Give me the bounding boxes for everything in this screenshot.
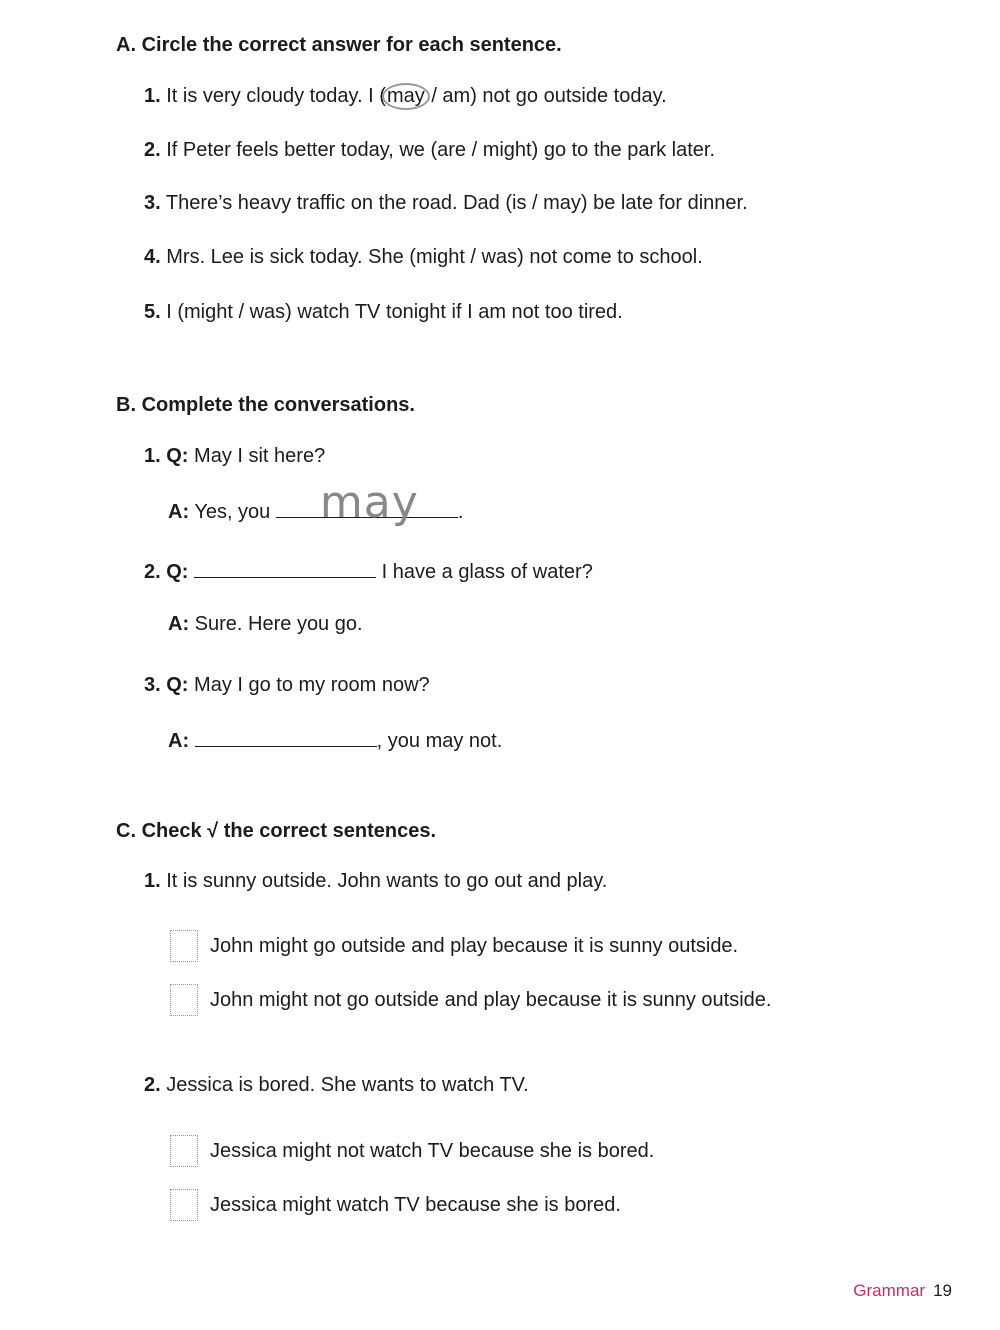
question-a1: 1. It is very cloudy today. I (may / am) not go outside today. — [144, 85, 667, 108]
footer-label: Grammar — [853, 1281, 926, 1300]
question-a4: 4. Mrs. Lee is sick today. She (might / was) not come to school. — [144, 246, 703, 268]
section-letter: A. — [116, 34, 136, 56]
checkbox[interactable] — [170, 984, 198, 1016]
section-letter: B. — [116, 394, 136, 416]
question-c1: 1. It is sunny outside. John wants to go out and play. — [144, 870, 608, 892]
circled-answer: may — [382, 83, 430, 110]
question-a2: 2. If Peter feels better today, we (are / might) go to the park later. — [144, 139, 716, 161]
answer-b2: A: Sure. Here you go. — [168, 613, 363, 635]
section-c-heading: C. Check √ the correct sentences. — [116, 820, 437, 842]
section-a-heading — [116, 34, 562, 57]
question-a3: 3. There’s heavy traffic on the road. Dad (is / may) be late for dinner. — [144, 192, 748, 214]
question-c2: 2. Jessica is bored. She wants to watch TV. — [144, 1074, 529, 1096]
page-footer — [853, 1281, 952, 1301]
answer-b1: A: Yes, you may . — [168, 477, 464, 528]
question-b2: 2. Q: I have a glass of water? — [144, 561, 593, 583]
question-a5: 5. I (might / was) watch TV tonight if I am not too tired. — [144, 301, 623, 323]
option-c2-2: Jessica might watch TV because she is bored. — [210, 1194, 621, 1216]
question-blank[interactable] — [194, 559, 376, 578]
handwritten-answer: may — [319, 477, 419, 528]
checkbox[interactable] — [170, 1135, 198, 1167]
answer-blank[interactable] — [195, 728, 377, 747]
page-number: 19 — [933, 1281, 952, 1300]
section-letter: C. — [116, 820, 136, 842]
checkbox[interactable] — [170, 930, 198, 962]
check-mark-icon: √ — [207, 820, 219, 842]
section-title: Circle the correct answer for each sentence. — [141, 34, 562, 56]
option-c1-1: John might go outside and play because it is sunny outside. — [210, 935, 739, 957]
checkbox[interactable] — [170, 1189, 198, 1221]
option-c2-1: Jessica might not watch TV because she is bored. — [210, 1140, 655, 1162]
question-b3: 3. Q: May I go to my room now? — [144, 674, 430, 696]
question-b1: 1. Q: May I sit here? — [144, 445, 326, 467]
option-c1-2: John might not go outside and play because it is sunny outside. — [210, 989, 772, 1011]
section-title: Complete the conversations. — [141, 394, 415, 416]
answer-b3: A: , you may not. — [168, 730, 503, 752]
section-b-heading — [116, 394, 415, 417]
